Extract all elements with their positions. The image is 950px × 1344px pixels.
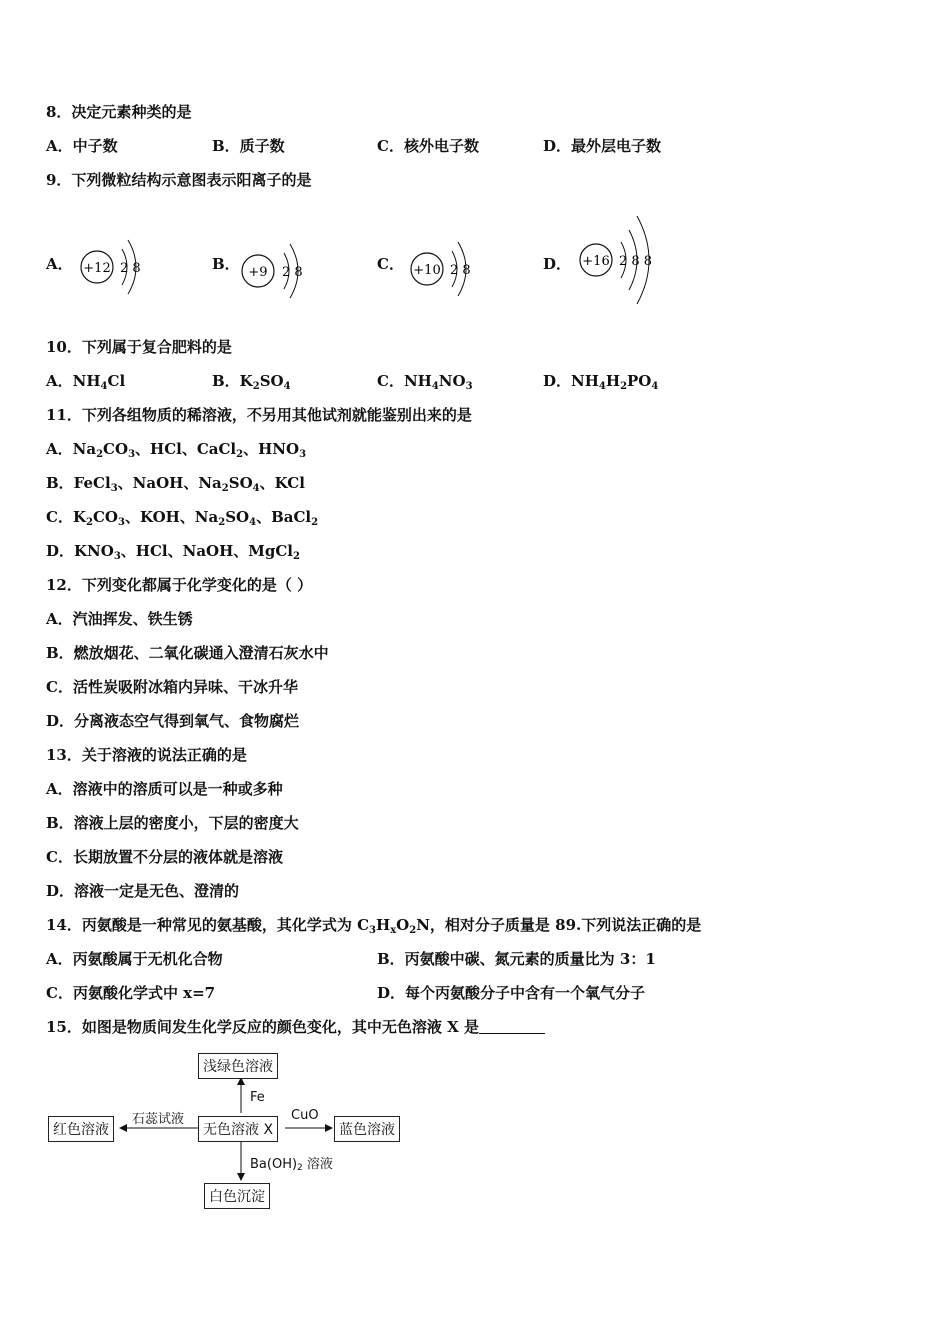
q8-option-d: D．最外层电子数 <box>543 137 662 155</box>
q8-option-c: C．核外电子数 <box>377 137 479 155</box>
q9-a-nucleus: +12 <box>83 261 111 276</box>
q14-option-d: D．每个丙氨酸分子中含有一个氧气分子 <box>377 984 646 1002</box>
q9-c-shells: 2 8 <box>450 263 471 278</box>
q9-option-b-label: B． <box>212 255 240 273</box>
q14-option-c: C．丙氨酸化学式中 x=7 <box>46 984 216 1002</box>
q9-option-a-label: A． <box>46 255 73 273</box>
q9-b-nucleus: +9 <box>248 265 268 280</box>
flow-right-box: 蓝色溶液 <box>334 1116 400 1142</box>
q10-option-a: A．$NH_4Cl$ <box>46 372 126 392</box>
q9-atom-d-diagram <box>575 200 675 316</box>
q13-option-c: C．长期放置不分层的液体就是溶液 <box>46 848 283 866</box>
flow-label-litmus: 石蕊试液 <box>132 1112 185 1127</box>
flow-bottom-box: 白色沉淀 <box>204 1183 270 1209</box>
flow-label-fe: Fe <box>250 1090 265 1105</box>
q8-option-a: A．中子数 <box>46 137 118 155</box>
q9-atom-c-diagram <box>406 224 486 310</box>
q9-stem: 9．下列微粒结构示意图表示阳离子的是 <box>46 171 312 189</box>
q9-d-nucleus: +16 <box>582 254 610 269</box>
flow-left-box: 红色溶液 <box>48 1116 114 1142</box>
q14-stem: 14．丙氨酸是一种常见的氨基酸，其化学式为 $C_3H_xO_2N$，相对分子质量是 89.下列说法正确的是 <box>46 916 702 936</box>
q12-option-b: B．燃放烟花、二氧化碳通入澄清石灰水中 <box>46 644 329 662</box>
q11-option-d: D．$KNO_3$、HCl、NaOH、MgCl$_2$ <box>46 542 300 562</box>
q8-option-b: B．质子数 <box>212 137 285 155</box>
q10-stem: 10．下列属于复合肥料的是 <box>46 338 232 356</box>
q10-option-b: B．$K_2SO_4$ <box>212 372 291 392</box>
q13-option-d: D．溶液一定是无色、澄清的 <box>46 882 240 900</box>
flow-label-cuo: CuO <box>291 1108 319 1123</box>
q14-option-b: B．丙氨酸中碳、氮元素的质量比为 3：1 <box>377 950 656 968</box>
q9-atom-b-diagram <box>238 226 318 312</box>
q9-option-c-label: C． <box>377 255 404 273</box>
q15-stem: 15．如图是物质间发生化学反应的颜色变化，其中无色溶液 X 是 <box>46 1017 545 1037</box>
answer-blank[interactable] <box>479 1019 545 1034</box>
q13-stem: 13．关于溶液的说法正确的是 <box>46 746 247 764</box>
q13-option-a: A．溶液中的溶质可以是一种或多种 <box>46 780 283 798</box>
flow-top-box: 浅绿色溶液 <box>198 1053 278 1079</box>
q9-c-nucleus: +10 <box>413 263 441 278</box>
q12-stem: 12．下列变化都属于化学变化的是（ ） <box>46 576 313 594</box>
q14-option-a: A．丙氨酸属于无机化合物 <box>46 950 223 968</box>
q11-option-a: A．$Na_2CO_3$、HCl、CaCl$_2$、$HNO_3$ <box>46 440 307 460</box>
q12-option-a: A．汽油挥发、铁生锈 <box>46 610 193 628</box>
q9-option-d-label: D． <box>543 255 572 273</box>
q9-d-shells: 2 8 8 <box>619 254 653 269</box>
q10-option-c: C．$NH_4NO_3$ <box>377 372 473 392</box>
q13-option-b: B．溶液上层的密度小，下层的密度大 <box>46 814 299 832</box>
q8-stem: 8．决定元素种类的是 <box>46 103 192 121</box>
flow-center-box: 无色溶液 X <box>198 1116 278 1142</box>
q12-option-c: C．活性炭吸附冰箱内异味、干冰升华 <box>46 678 298 696</box>
q10-option-d: D．$NH_4H_2PO_4$ <box>543 372 659 392</box>
q11-option-b: B．FeCl$_3$、NaOH、$Na_2SO_4$、KCl <box>46 474 305 494</box>
q11-stem: 11．下列各组物质的稀溶液，不另用其他试剂就能鉴别出来的是 <box>46 406 472 424</box>
q9-b-shells: 2 8 <box>282 265 303 280</box>
flow-label-baoh2: Ba(OH)2 溶液 <box>250 1157 333 1173</box>
q9-a-shells: 2 8 <box>120 261 141 276</box>
q11-option-c: C．$K_2CO_3$、KOH、$Na_2SO_4$、BaCl$_2$ <box>46 508 319 528</box>
q12-option-d: D．分离液态空气得到氧气、食物腐烂 <box>46 712 300 730</box>
q9-atom-a-diagram <box>76 222 156 308</box>
